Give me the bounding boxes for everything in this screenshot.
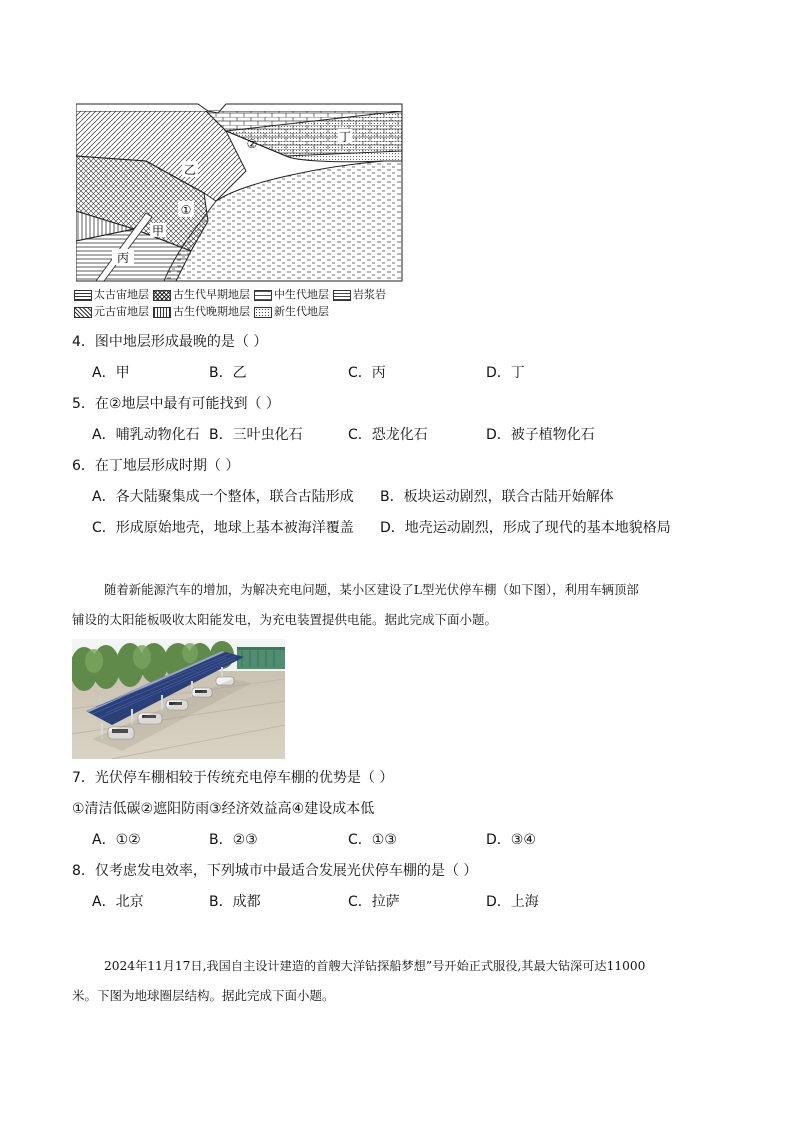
q5-option-b[interactable]: B．三叶虫化石 [209,427,303,443]
q7-stem: 7．光伏停车棚相较于传统充电停车棚的优势是（ ） [72,770,394,786]
archean-swatch [74,290,92,301]
magma-swatch [333,290,351,301]
q7-option-c[interactable]: C．①③ [348,832,397,848]
q6-stem: 6．在丁地层形成时期（ ） [72,458,240,474]
label-2: ② [246,137,258,151]
label-1: ① [180,203,192,217]
q6-option-a[interactable]: A．各大陆聚集成一个整体，联合古陆形成 [92,489,354,505]
q4-stem: 4．图中地层形成最晚的是（ ） [72,334,268,350]
label-jia: 甲 [151,224,165,238]
q8-option-a[interactable]: A．北京 [92,894,144,910]
legend-late-paleozoic: 古生代晚期地层 [173,305,250,318]
q7-statements: ①清洁低碳②遮阳防雨③经济效益高④建设成本低 [72,801,375,817]
cenozoic-swatch [254,307,272,318]
q6-option-b[interactable]: B．板块运动剧烈，联合古陆开始解体 [380,489,614,505]
early-paleozoic-swatch [153,290,171,301]
passage1-line2: 铺设的太阳能板吸收太阳能发电，为充电装置提供电能。据此完成下面小题。 [72,612,498,627]
q4-option-a[interactable]: A．甲 [92,365,130,381]
q7-option-b[interactable]: B．②③ [209,832,258,848]
q5-option-d[interactable]: D．被子植物化石 [486,427,595,443]
q8-option-c[interactable]: C．拉萨 [348,894,400,910]
label-yi: 乙 [183,163,197,177]
q4-option-d[interactable]: D．丁 [486,365,525,381]
legend-archean: 太古宙地层 [94,288,149,301]
q6-option-c[interactable]: C．形成原始地壳，地球上基本被海洋覆盖 [92,520,354,536]
passage2-line2: 米。下图为地球圈层结构。据此完成下面小题。 [72,988,335,1003]
q6-option-d[interactable]: D．地壳运动剧烈，形成了现代的基本地貌格局 [380,520,671,536]
q5-option-a[interactable]: A．哺乳动物化石 [92,427,200,443]
legend-cenozoic: 新生代地层 [274,305,329,318]
legend-mesozoic: 中生代地层 [274,288,329,301]
mesozoic-swatch [254,290,272,301]
solar-carport-photo [72,639,285,759]
legend-magma: 岩浆岩 [353,288,386,301]
label-bing: 丙 [116,251,130,265]
legend-early-paleozoic: 古生代早期地层 [173,288,250,301]
legend-proterozoic: 元古宙地层 [94,305,149,318]
legend-row-1 [74,287,386,303]
q7-option-a[interactable]: A．①② [92,832,141,848]
q8-option-b[interactable]: B．成都 [209,894,261,910]
q8-stem: 8．仅考虑发电效率，下列城市中最适合发展光伏停车棚的是（ ） [72,863,478,879]
late-paleozoic-swatch [153,307,171,318]
q5-stem: 5．在②地层中最有可能找到（ ） [72,396,280,412]
q5-option-c[interactable]: C．恐龙化石 [348,427,428,443]
strata-diagram [76,101,406,285]
passage2-line1: 2024年11月17日,我国自主设计建造的首艘大洋钻探船梦想”号开始正式服役,其最大钻深可达11000 [104,959,646,973]
q7-option-d[interactable]: D．③④ [486,832,536,848]
passage1-line1: 随着新能源汽车的增加，为解决充电问题，某小区建设了L型光伏停车棚（如下图），利用车辆顶部 [104,582,639,597]
q4-option-c[interactable]: C．丙 [348,365,386,381]
legend-row-2 [74,304,329,320]
q8-option-d[interactable]: D．上海 [486,894,539,910]
q4-option-b[interactable]: B．乙 [209,365,247,381]
proterozoic-swatch [74,307,92,318]
label-ding: 丁 [338,130,352,144]
